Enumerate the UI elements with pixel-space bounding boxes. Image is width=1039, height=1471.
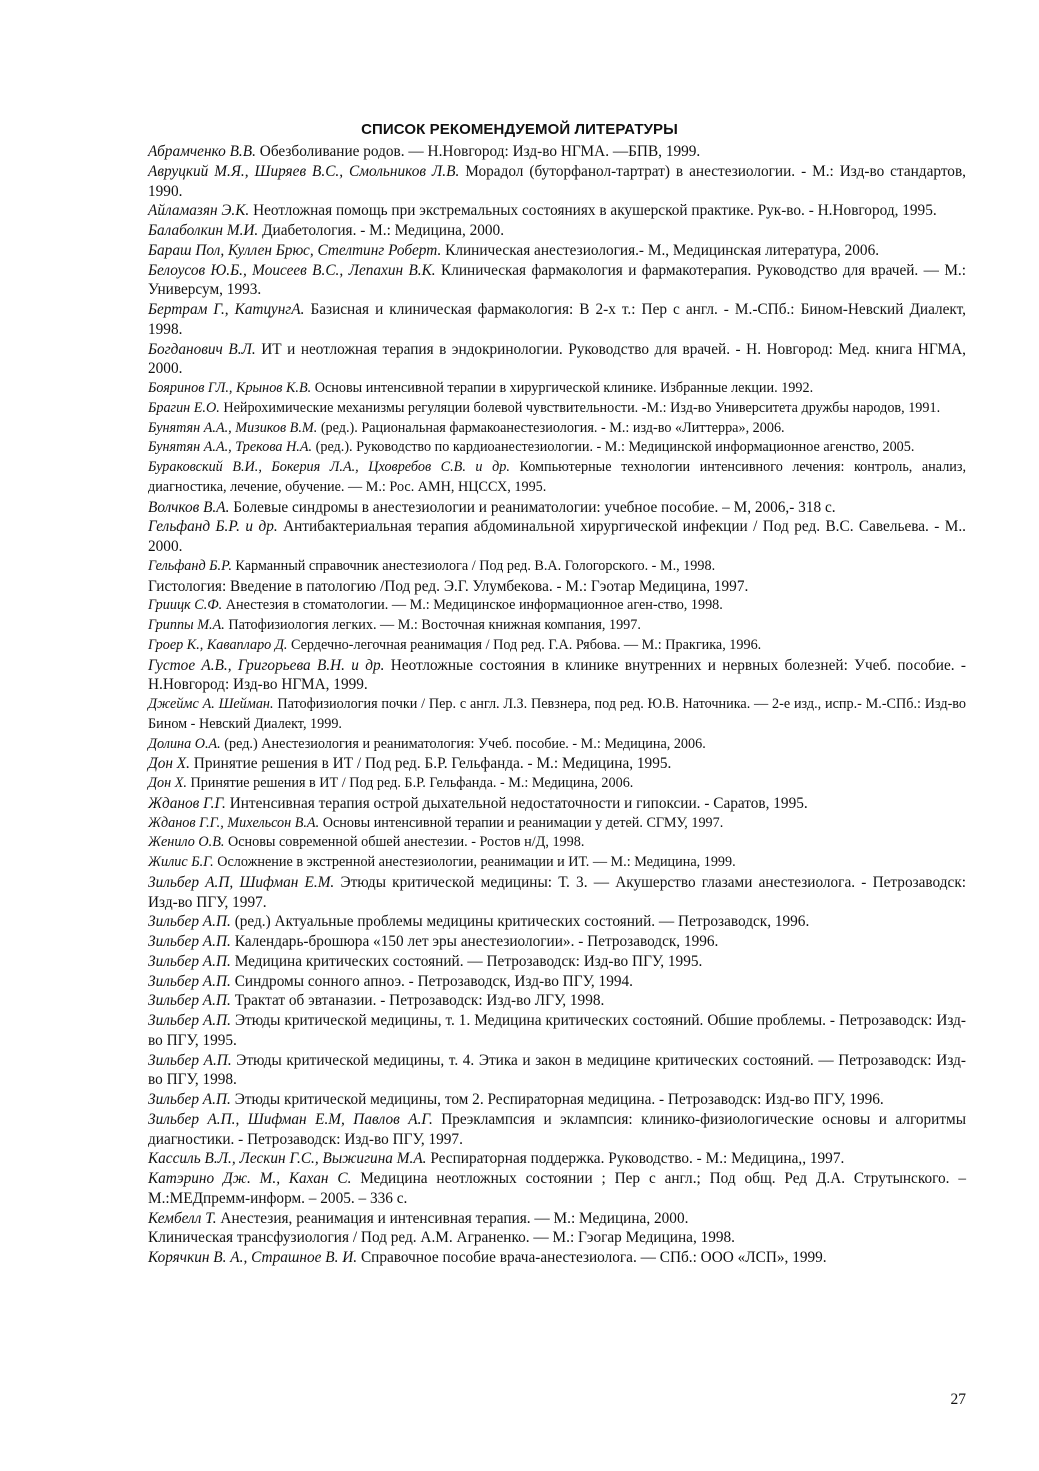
entry-text: Календарь-брошюра «150 лет эры анестезиологии». - Петрозаводск, 1996. [234, 933, 719, 950]
bibliography-entry [148, 952, 966, 972]
entry-text: Клиническая анестезиология.- М., Медицинская литература, 2006. [445, 241, 880, 259]
bibliography-entry [148, 833, 966, 853]
entry-author: Катэрино Дж. М., Кахан С. [148, 1170, 352, 1187]
entry-author: Богданович В.Л. [148, 340, 256, 358]
entry-author: Белоусов Ю.Б., Моисеев В.С., Лепахин В.К. [148, 261, 436, 279]
entry-author: Зильбер А.П, Шифман Е.М. [148, 873, 335, 891]
entry-text: Медицина неотложных состоянии ; Пер с англ.; Под общ. Ред Д.А. Струтынского. – М.:МЕДпремм-информ. – 2005. – 336 с. [148, 1170, 967, 1207]
bibliography-entry [148, 1090, 966, 1110]
entry-author: Женило О.В. [148, 834, 225, 851]
bibliography-entry [148, 1228, 966, 1248]
bibliography-entry [148, 1209, 966, 1229]
entry-author: Гриицк С.Ф. [148, 597, 223, 614]
entry-text: Медицина критических состояний. — Петрозаводск: Изд-во ПГУ, 1995. [234, 952, 703, 970]
bibliography-entry [148, 241, 966, 261]
bibliography-entry [148, 201, 966, 221]
bibliography-entry [148, 458, 966, 498]
bibliography-entry [148, 636, 966, 656]
entry-text: Обезболивание родов. — Н.Новгород: Изд-во НГМА. —БПВ, 1999. [259, 143, 701, 160]
entry-text: Этюды критической медицины, т. 4. Этика и закон в медицине критических состояний. — Петрозаводск: Изд-во ПГУ, 1998. [148, 1051, 966, 1089]
entry-text: Этюды критической медицины: Т. 3. — Акушерство глазами анестезиолога. - Петрозаводск: Изд-во ПГУ, 1997. [148, 873, 966, 911]
entry-author: Зильбер А.П. [148, 952, 231, 970]
entry-text: Принятие решения в ИТ / Под ред. Б.Р. Гельфанда. - М.: Медицина, 2006. [190, 775, 634, 791]
entry-author: Зильбер А.П. [148, 1051, 232, 1069]
bibliography-entry [148, 873, 966, 913]
entry-author: Бураковский В.И., Бокерия Л.А., Цховребов С.В. и др. [148, 459, 510, 475]
entry-text: Патофизиология легких. — М.: Восточная книжная компания, 1997. [228, 617, 641, 633]
bibliography-entry [148, 379, 966, 399]
bibliography-entry [148, 735, 966, 755]
entry-author: Гельфанд Б.Р. [148, 557, 232, 574]
bibliography-entry [148, 577, 966, 597]
entry-author: Гельфанд Б.Р. и др. [148, 518, 278, 536]
entry-author: Зильбер А.П. [148, 933, 231, 950]
entry-text: Антибактериальная терапия абдоминальной хирургической инфекции / Под ред. В.С. Савельева. - М.. 2000. [148, 518, 967, 555]
bibliography-entry [148, 517, 966, 557]
entry-text: Болевые синдромы в анестезиологии и реаниматологии: учебное пособие. – М, 2006,- 318 с. [233, 498, 836, 516]
bibliography-entry [148, 932, 966, 952]
bibliography-entry [148, 774, 966, 794]
entry-text: Клиническая трансфузиология / Под ред. А.М. Аграненко. — М.: Гэогар Медицина, 1998. [148, 1229, 736, 1247]
entry-text: Основы интенсивной терапии и реанимации у детей. СГМУ, 1997. [322, 814, 724, 831]
bibliography-entry [148, 340, 966, 380]
bibliography-entry [148, 616, 966, 636]
entry-author: Кассиль В.Л., Лескин Г.С., Выжигина М.А. [148, 1150, 427, 1168]
entry-text: Неотложная помощь при экстремальных состояниях в акушерской практике. Рук-во. - Н.Новгород, 1995. [253, 202, 937, 220]
entry-text: Нейрохимические механизмы регуляции болевой чувствительности. -М.: Изд-во Университета дружбы народов, 1991. [223, 399, 941, 416]
entry-author: Волчков В.А. [148, 498, 230, 516]
entry-text: Принятие решения в ИТ / Под ред. Б.Р. Гельфанда. - М.: Медицина, 1995. [193, 755, 672, 773]
entry-author: Джеймс А. Шейман. [148, 696, 274, 712]
bibliography-entry [148, 1248, 966, 1268]
entry-text: Основы интенсивной терапии в хирургической клинике. Избранные лекции. 1992. [314, 380, 814, 396]
bibliography-entry [148, 1011, 966, 1051]
entry-text: Патофизиология почки / Пер. с англ. Л.З. Певзнера, под ред. Ю.В. Наточника. — 2-е изд., испр.- М.-СПб.: Изд-во Бином - Невский Диалект, 1999. [148, 696, 966, 732]
entry-text: Осложнение в экстренной анестезиологии, реанимации и ИТ. — М.: Медицина, 1999. [217, 854, 736, 870]
entry-text: Компьютерные технологии интенсивного лечения: контроль, анализ, диагностика, лечение, обучение. — М.: Рос. АМН, НЦССХ, 1995. [148, 459, 967, 495]
entry-text: Карманный справочник анестезиолога / Под ред. В.А. Гологорского. - М., 1998. [235, 557, 716, 574]
bibliography-entry [148, 261, 966, 301]
bibliography-entry [148, 438, 966, 458]
bibliography-entry [148, 1051, 966, 1091]
entry-text: (ред.) Актуальные проблемы медицины критических состояний. — Петрозаводск, 1996. [234, 913, 810, 931]
entry-author: Бунятян А.А., Мизиков В.М. [148, 419, 318, 436]
bibliography-entry [148, 814, 966, 834]
entry-author: Кембелл Т. [148, 1209, 217, 1227]
entry-author: Долина О.А. [148, 735, 221, 752]
entry-author: Жданов Г.Г. [148, 794, 226, 812]
entry-author: Гроер К., Кавапларо Д. [148, 636, 288, 653]
entry-author: Абрамченко В.В. [148, 143, 256, 160]
bibliography-entry [148, 1110, 966, 1150]
entry-author: Авруцкий М.Я., Ширяев В.С., Смольников Л.В. [148, 162, 460, 180]
entry-text: Этюды критической медицины, т. 1. Медицина критических состояний. Обшие проблемы. - Петрозаводск: Изд-во ПГУ, 1995. [148, 1012, 967, 1049]
bibliography-entry [148, 300, 966, 340]
entry-text: Неотложные состояния в клинике внутренних и нервных болезней: Учеб. пособие. - Н.Новгород: Изд-во НГМА, 1999. [148, 656, 966, 694]
bibliography-list [148, 142, 966, 1268]
entry-author: Айламазян Э.К. [148, 202, 250, 220]
bibliography-entry [148, 399, 966, 419]
entry-text: Этюды критической медицины, том 2. Респираторная медицина. - Петрозаводск: Изд-во ПГУ, 1996. [234, 1091, 884, 1108]
page-title: СПИСОК РЕКОМЕНДУЕМОЙ ЛИТЕРАТУРЫ [361, 121, 678, 138]
entry-text: (ред.). Рациональная фармакоанестезиология. - М.: изд-во «Литтерра», 2006. [320, 419, 785, 436]
bibliography-entry [148, 656, 966, 696]
entry-author: Густое А.В., Григорьева В.Н. и др. [148, 656, 385, 674]
entry-author: Зильбер А.П. [148, 972, 231, 990]
bibliography-entry [148, 991, 966, 1011]
entry-text: Трактат об эвтаназии. - Петрозаводск: Изд-во ЛГУ, 1998. [234, 992, 605, 1010]
entry-author: Зильбер А.П., Шифман Е.М, Павлов А.Г. [148, 1110, 433, 1128]
entry-text: Морадол (буторфанол-тартрат) в анестезиологии. - М.: Изд-во стандартов, 1990. [148, 162, 967, 200]
bibliography-entry [148, 853, 966, 873]
entry-text: (ред.). Руководство по кардиоанестезиологии. - М.: Медицинской информационное агенство, 2005. [315, 439, 915, 456]
entry-author: Корячкин В. А., Страшное В. И. [148, 1249, 358, 1266]
entry-author: Зильбер А.П. [148, 1091, 231, 1108]
entry-text: Интенсивная терапия острой дыхательной недостаточности и гипоксии. - Саратов, 1995. [229, 794, 808, 812]
entry-text: Синдромы сонного апноэ. - Петрозаводск, Изд-во ПГУ, 1994. [234, 972, 633, 990]
entry-author: Бояринов ГЛ., Крынов К.В. [148, 380, 312, 396]
bibliography-entry [148, 1169, 966, 1209]
entry-author: Гриппы М.А. [148, 617, 225, 633]
entry-text: Справочное пособие врача-анестезиолога. — СПб.: ООО «ЛСП», 1999. [360, 1249, 827, 1266]
bibliography-entry [148, 972, 966, 992]
entry-text: Респираторная поддержка. Руководство. - М.: Медицина,, 1997. [430, 1150, 845, 1168]
page-number: 27 [950, 1391, 966, 1408]
entry-text: Основы современной обшей анестезии. - Ростов н/Д, 1998. [227, 834, 585, 851]
bibliography-entry [148, 1149, 966, 1169]
entry-text: Базисная и клиническая фармакология: В 2-х т.: Пер с англ. - М.-СПб.: Бином-Невский Диалект, 1998. [148, 301, 967, 338]
bibliography-entry [148, 142, 966, 162]
entry-author: Зильбер А.П. [148, 913, 231, 931]
entry-author: Зильбер А.П. [148, 1012, 231, 1029]
entry-text: Клиническая фармакология и фармакотерапия. Руководство для врачей. — М.: Универсум, 1993. [148, 261, 967, 299]
bibliography-entry [148, 794, 966, 814]
entry-author: Бунятян А.А., Трекова Н.А. [148, 439, 313, 456]
entry-text: Анестезия, реанимация и интенсивная терапия. — М.: Медицина, 2000. [220, 1209, 689, 1227]
entry-author: Брагин Е.О. [148, 399, 220, 416]
bibliography-entry [148, 695, 966, 735]
bibliography-entry [148, 912, 966, 932]
entry-author: Жданов Г.Г., Михельсон В.А. [148, 814, 320, 831]
bibliography-entry [148, 162, 966, 202]
entry-text: Сердечно-легочная реанимация / Под ред. Г.А. Рябова. — М.: Пракгика, 1996. [290, 636, 762, 653]
entry-author: Бараш Пол, Куллен Брюс, Стелтинг Роберт. [148, 241, 442, 259]
entry-text: Гистология: Введение в патологию /Под ред. Э.Г. Улумбекова. - М.: Гэотар Медицина, 1997. [148, 577, 749, 595]
bibliography-entry [148, 557, 966, 577]
bibliography-entry [148, 221, 966, 241]
bibliography-entry [148, 754, 966, 774]
bibliography-entry [148, 419, 966, 439]
entry-author: Зильбер А.П. [148, 992, 231, 1010]
entry-author: Бертрам Г., КатцунгА. [148, 301, 305, 318]
entry-text: Анестезия в стоматологии. — М.: Медицинское информационное аген-ство, 1998. [225, 597, 723, 614]
entry-text: Преэклампсия и эклампсия: клинико-физиологические основы и алгоритмы диагностики. - Петрозаводск: Изд-во ПГУ, 1997. [148, 1110, 967, 1148]
entry-author: Дон X. [148, 775, 187, 791]
bibliography-entry [148, 498, 966, 518]
entry-author: Балаболкин М.И. [148, 222, 259, 239]
entry-text: (ред.) Анестезиология и реаниматология: Учеб. пособие. - М.: Медицина, 2006. [224, 735, 706, 752]
entry-text: Диабетология. - М.: Медицина, 2000. [262, 222, 505, 239]
bibliography-entry [148, 596, 966, 616]
entry-author: Дон X. [148, 755, 190, 773]
entry-author: Жилис Б.Г. [148, 854, 214, 870]
entry-text: ИТ и неотложная терапия в эндокринологии. Руководство для врачей. - Н. Новгород: Мед. книга НГМА, 2000. [148, 340, 967, 378]
